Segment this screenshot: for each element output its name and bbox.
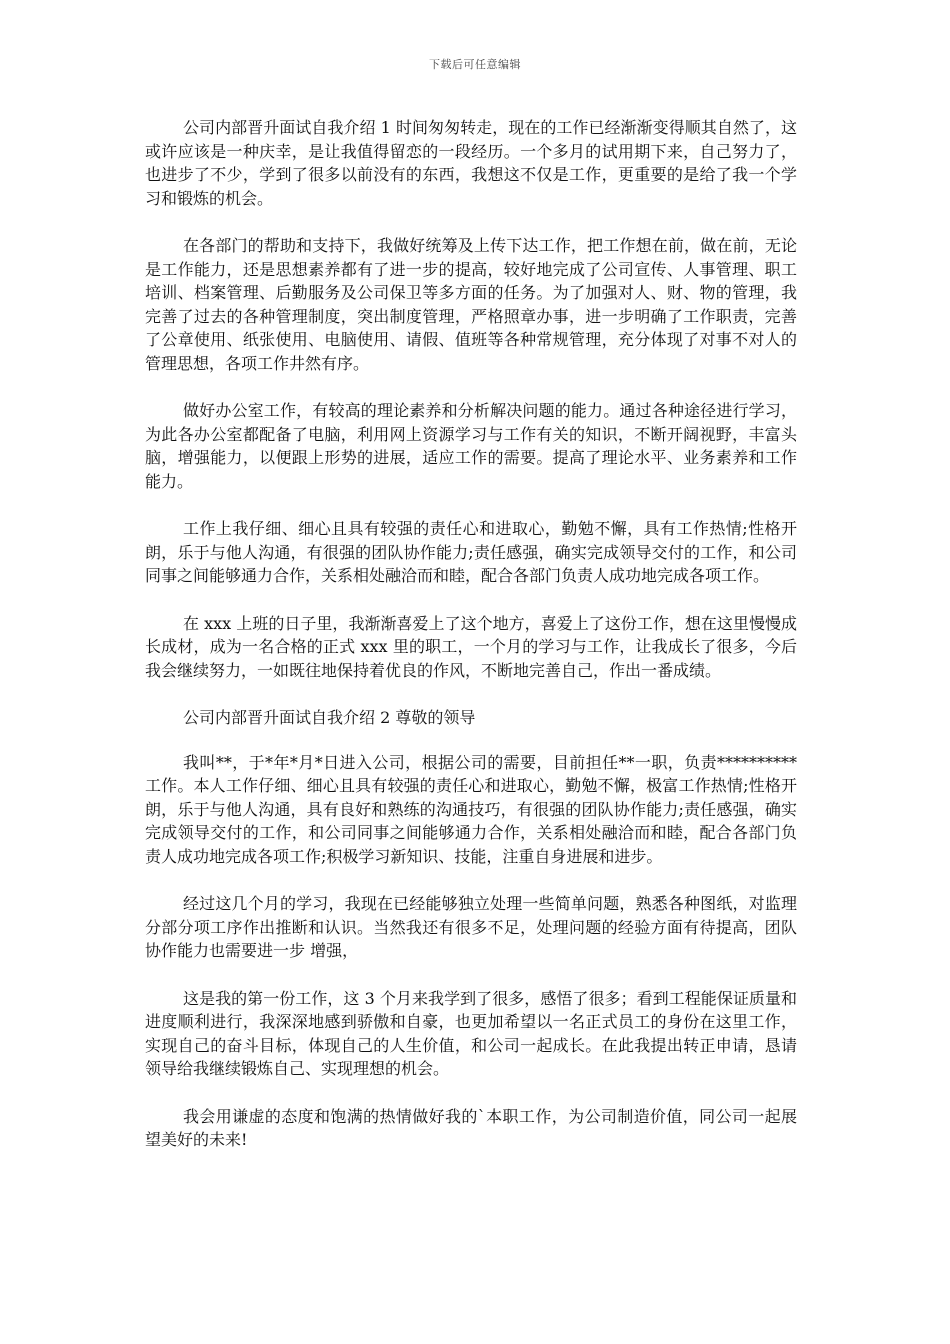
paragraph-3: 做好办公室工作，有较高的理论素养和分析解决问题的能力。通过各种途径进行学习，为此各办公室都配备了电脑，利用网上资源学习与工作有关的知识，不断开阔视野，丰富头脑，增强能力，以便跟上形势的进展，适应工作的需要。提高了理论水平、业务素养和工作能力。 xyxy=(145,401,797,491)
paragraph-4: 工作上我仔细、细心且具有较强的责任心和进取心，勤勉不懈，具有工作热情;性格开朗，乐于与他人沟通，有很强的团队协作能力;责任感强，确实完成领导交付的工作，和公司同事之间能够通力合作，关系相处融洽而和睦，配合各部门负责人成功地完成各项工作。 xyxy=(145,519,797,585)
document-body xyxy=(145,116,797,1176)
section-heading-2: 公司内部晋升面试自我介绍 2 尊敬的领导 xyxy=(183,708,476,727)
paragraph-7: 经过这几个月的学习，我现在已经能够独立处理一些简单问题，熟悉各种图纸，对监理分部分项工序作出推断和认识。当然我还有很多不足，处理问题的经验方面有待提高，团队协作能力也需要进一步 增强， xyxy=(145,894,797,960)
page-header: 下载后可任意编辑 xyxy=(429,58,521,71)
paragraph-8: 这是我的第一份工作，这 3 个月来我学到了很多，感悟了很多；看到工程能保证质量和进度顺利进行，我深深地感到骄傲和自豪，也更加希望以一名正式员工的身份在这里工作，实现自己的奋斗目标，体现自己的人生价值，和公司一起成长。在此我提出转正申请，恳请领导给我继续锻炼自己、实现理想的机会。 xyxy=(145,988,797,1078)
paragraph-5: 在 xxx 上班的日子里，我渐渐喜爱上了这个地方，喜爱上了这份工作，想在这里慢慢成长成材，成为一名合格的正式 xxx 里的职工，一个月的学习与工作，让我成长了很多，今后我会继续努力，一如既往地保持着优良的作风，不断地完善自己，作出一番成绩。 xyxy=(145,613,797,680)
paragraph-1: 公司内部晋升面试自我介绍 1 时间匆匆转走，现在的工作已经渐渐变得顺其自然了，这或许应该是一种庆幸，是让我值得留恋的一段经历。一个多月的试用期下来，自己努力了，也进步了不少，学到了很多以前没有的东西，我想这不仅是工作，更重要的是给了我一个学习和锻炼的机会。 xyxy=(145,118,797,208)
paragraph-2: 在各部门的帮助和支持下，我做好统筹及上传下达工作，把工作想在前，做在前，无论是工作能力，还是思想素养都有了进一步的提高，较好地完成了公司宣传、人事管理、职工培训、档案管理、后勤服务及公司保卫等多方面的任务。为了加强对人、财、物的管理，我完善了过去的各种管理制度，突出制度管理，严格照章办事，进一步明确了工作职责，完善了公章使用、纸张使用、电脑使用、请假、值班等各种常规管理，充分体现了对事不对人的管理思想，各项工作井然有序。 xyxy=(145,236,797,373)
paragraph-6: 我叫**，于*年*月*日进入公司，根据公司的需要，目前担任**一职，负责**********工作。本人工作仔细、细心且具有较强的责任心和进取心，勤勉不懈，极富工作热情;性格开朗，乐于与他人沟通，具有良好和熟练的沟通技巧，有很强的团队协作能力;责任感强，确实完成领导交付的工作，和公司同事之间能够通力合作，关系相处融洽而和睦，配合各部门负责人成功地完成各项工作;积极学习新知识、技能，注重自身进展和进步。 xyxy=(145,752,797,866)
paragraph-9: 我会用谦虚的态度和饱满的热情做好我的`本职工作，为公司制造价值，同公司一起展望美好的未来! xyxy=(145,1106,797,1149)
